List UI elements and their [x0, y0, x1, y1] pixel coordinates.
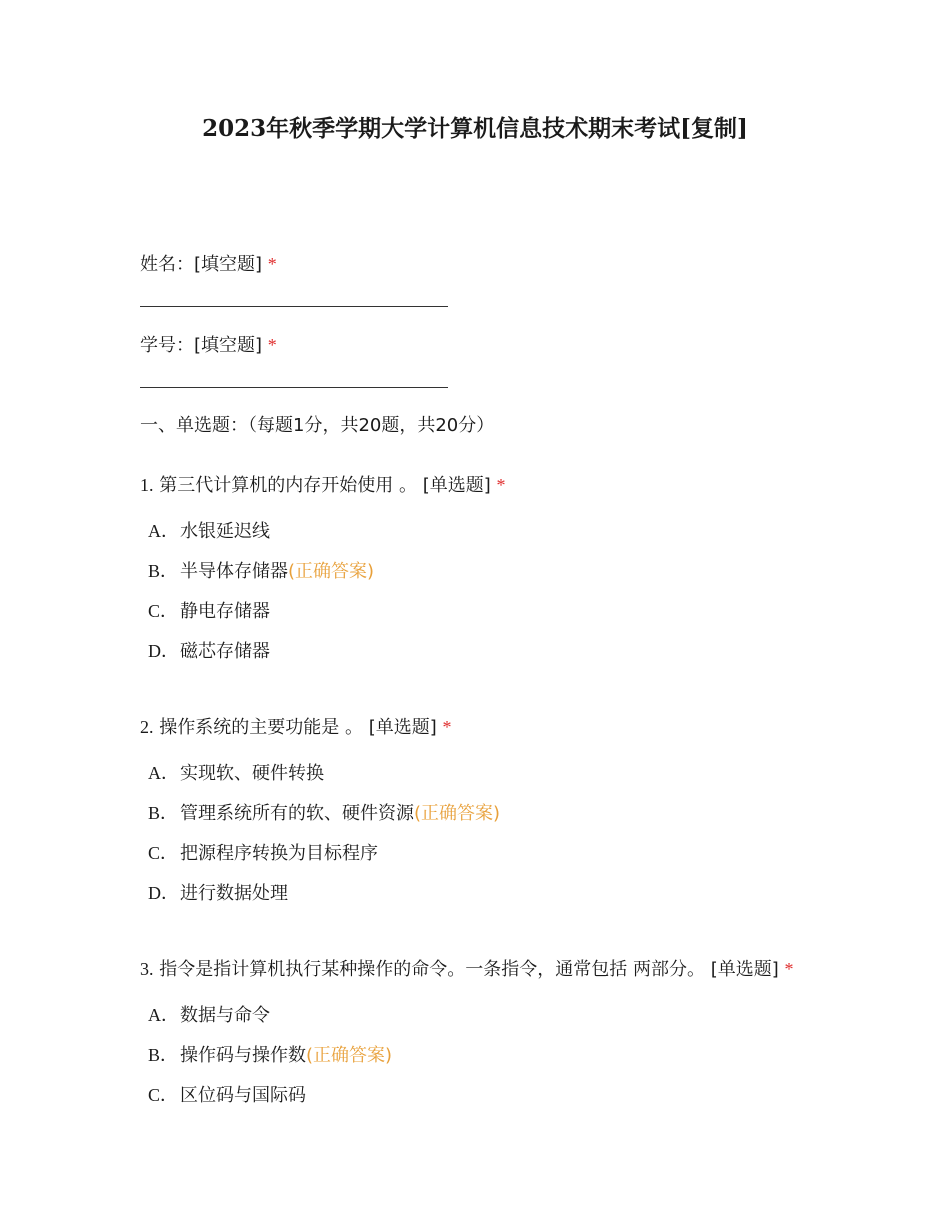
question-number: 1. [140, 475, 154, 495]
option-text: 实现软、硬件转换 [180, 763, 324, 784]
option-text: 静电存储器 [180, 601, 270, 622]
required-marker: * [442, 717, 452, 737]
section-note: （每题1分，共20题，共20分） [248, 415, 495, 436]
correct-answer-tag: (正确答案) [306, 1045, 393, 1066]
name-answer-blank[interactable] [140, 306, 448, 307]
question-2-option-a[interactable] [148, 761, 324, 786]
question-2-option-c[interactable] [148, 841, 378, 866]
name-field-label-row [140, 252, 277, 277]
option-text: 把源程序转换为目标程序 [180, 843, 378, 864]
question-number: 3. [140, 959, 154, 979]
section-heading-row [140, 414, 494, 438]
correct-answer-tag: (正确答案) [414, 803, 501, 824]
question-1-option-b[interactable] [148, 559, 374, 584]
name-field-type: [填空题] [194, 254, 263, 275]
option-letter: A． [148, 521, 179, 541]
option-text: 数据与命令 [180, 1005, 270, 1026]
question-2-option-b[interactable] [148, 801, 500, 826]
question-3-option-b[interactable] [148, 1043, 392, 1068]
option-letter: C． [148, 601, 179, 621]
question-1-stem [140, 473, 505, 498]
question-3-option-c[interactable] [148, 1083, 306, 1108]
section-heading: 一、单选题： [140, 415, 248, 436]
question-text: 第三代计算机的内存开始使用 。 [159, 475, 417, 496]
question-3-option-a[interactable] [148, 1003, 270, 1028]
option-letter: D． [148, 883, 179, 903]
option-letter: C． [148, 843, 179, 863]
option-text: 半导体存储器 [180, 561, 288, 582]
option-letter: B． [148, 803, 179, 823]
question-2-option-d[interactable] [148, 881, 288, 906]
question-text: 指令是指计算机执行某种操作的命令。一条指令，通常包括 两部分。 [159, 959, 705, 980]
option-letter: A． [148, 1005, 179, 1025]
required-marker: * [784, 959, 794, 979]
question-type: [单选题] [422, 475, 491, 496]
required-marker: * [496, 475, 506, 495]
option-letter: D． [148, 641, 179, 661]
option-letter: A． [148, 763, 179, 783]
question-text: 操作系统的主要功能是 。 [159, 717, 363, 738]
student-id-field-label: 学号： [140, 335, 194, 356]
question-3-stem [140, 957, 793, 982]
question-1-option-c[interactable] [148, 599, 270, 624]
correct-answer-tag: (正确答案) [288, 561, 375, 582]
student-id-field-label-row [140, 333, 277, 358]
option-text: 区位码与国际码 [180, 1085, 306, 1106]
question-1-option-d[interactable] [148, 639, 270, 664]
question-2-stem [140, 715, 451, 740]
option-text: 水银延迟线 [180, 521, 270, 542]
option-text: 进行数据处理 [180, 883, 288, 904]
option-text: 磁芯存储器 [180, 641, 270, 662]
student-id-field-type: [填空题] [194, 335, 263, 356]
option-text: 管理系统所有的软、硬件资源 [180, 803, 414, 824]
page-title: 2023年秋季学期大学计算机信息技术期末考试[复制] [202, 115, 748, 142]
option-letter: B． [148, 561, 179, 581]
option-letter: B． [148, 1045, 179, 1065]
required-marker: * [267, 254, 277, 274]
student-id-answer-blank[interactable] [140, 387, 448, 388]
required-marker: * [267, 335, 277, 355]
question-type: [单选题] [368, 717, 437, 738]
option-letter: C． [148, 1085, 179, 1105]
question-type: [单选题] [710, 959, 779, 980]
question-number: 2. [140, 717, 154, 737]
question-1-option-a[interactable] [148, 519, 270, 544]
option-text: 操作码与操作数 [180, 1045, 306, 1066]
name-field-label: 姓名： [140, 254, 194, 275]
